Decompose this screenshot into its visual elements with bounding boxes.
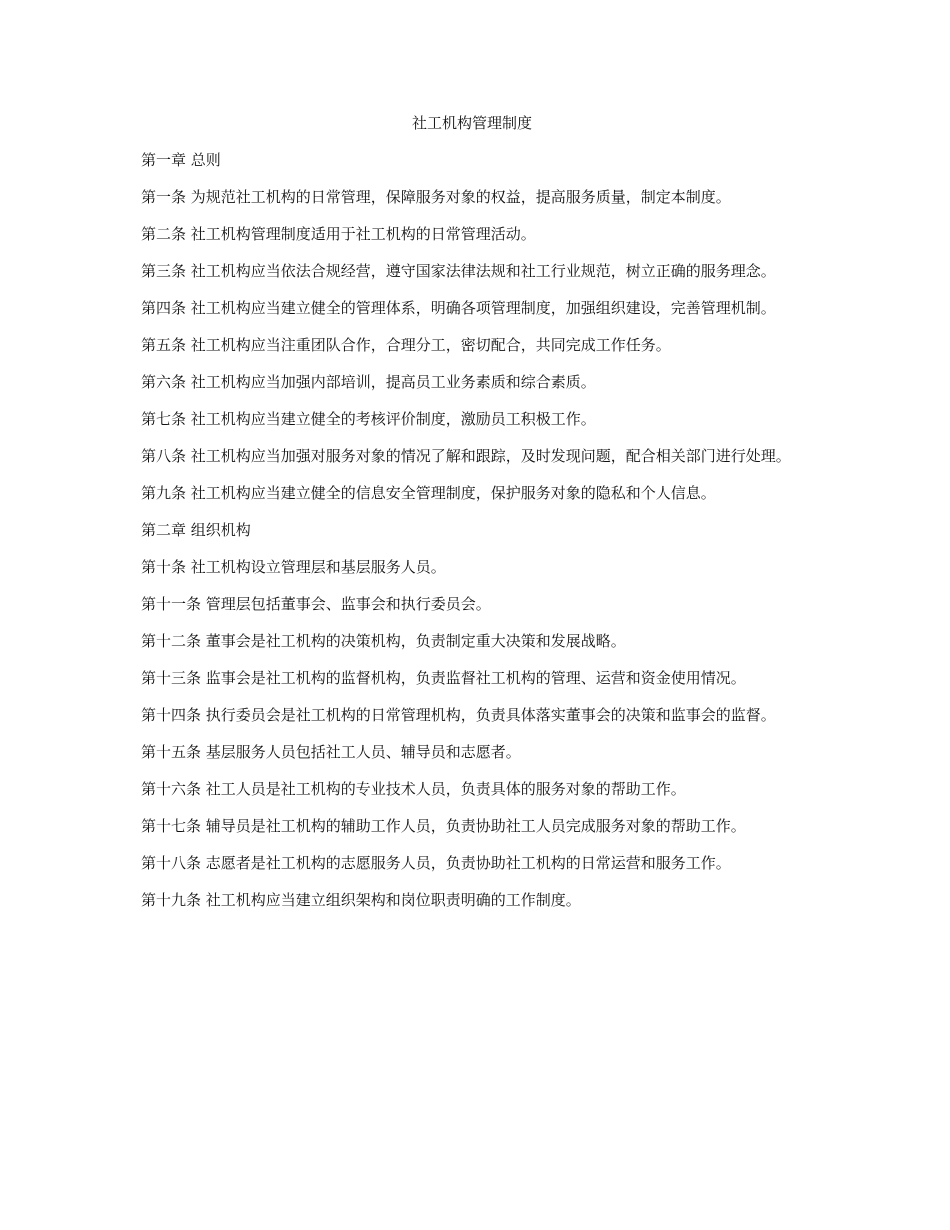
article-paragraph: 第十三条 监事会是社工机构的监督机构，负责监督社工机构的管理、运营和资金使用情况。 [141, 669, 746, 687]
article-paragraph: 第三条 社工机构应当依法合规经营，遵守国家法律法规和社工行业规范，树立正确的服务理念。 [141, 262, 776, 280]
document-title: 社工机构管理制度 [411, 114, 532, 132]
article-paragraph: 第十五条 基层服务人员包括社工人员、辅导员和志愿者。 [141, 743, 521, 761]
article-paragraph: 第九条 社工机构应当建立健全的信息安全管理制度，保护服务对象的隐私和个人信息。 [141, 484, 716, 502]
article-paragraph: 第十九条 社工机构应当建立组织架构和岗位职责明确的工作制度。 [141, 891, 581, 909]
article-paragraph: 第一条 为规范社工机构的日常管理，保障服务对象的权益，提高服务质量，制定本制度。 [141, 188, 731, 206]
article-paragraph: 第二条 社工机构管理制度适用于社工机构的日常管理活动。 [141, 225, 536, 243]
article-paragraph: 第五条 社工机构应当注重团队合作，合理分工，密切配合，共同完成工作任务。 [141, 336, 671, 354]
article-paragraph: 第七条 社工机构应当建立健全的考核评价制度，激励员工积极工作。 [141, 410, 596, 428]
article-paragraph: 第十二条 董事会是社工机构的决策机构，负责制定重大决策和发展战略。 [141, 632, 626, 650]
article-paragraph: 第十六条 社工人员是社工机构的专业技术人员，负责具体的服务对象的帮助工作。 [141, 780, 686, 798]
article-paragraph: 第四条 社工机构应当建立健全的管理体系，明确各项管理制度，加强组织建设，完善管理机制。 [141, 299, 776, 317]
article-paragraph: 第十八条 志愿者是社工机构的志愿服务人员，负责协助社工机构的日常运营和服务工作。 [141, 854, 731, 872]
article-paragraph: 第六条 社工机构应当加强内部培训，提高员工业务素质和综合素质。 [141, 373, 596, 391]
article-paragraph: 第八条 社工机构应当加强对服务对象的情况了解和跟踪，及时发现问题，配合相关部门进行处理。 [141, 447, 791, 465]
article-paragraph: 第十条 社工机构设立管理层和基层服务人员。 [141, 558, 446, 576]
article-paragraph: 第十一条 管理层包括董事会、监事会和执行委员会。 [141, 595, 491, 613]
article-paragraph: 第十四条 执行委员会是社工机构的日常管理机构，负责具体落实董事会的决策和监事会的监督。 [141, 706, 776, 724]
document-page [141, 112, 803, 926]
article-paragraph: 第十七条 辅导员是社工机构的辅助工作人员，负责协助社工人员完成服务对象的帮助工作。 [141, 817, 746, 835]
chapter-heading: 第二章 组织机构 [141, 521, 251, 539]
chapter-heading: 第一章 总则 [141, 151, 221, 169]
